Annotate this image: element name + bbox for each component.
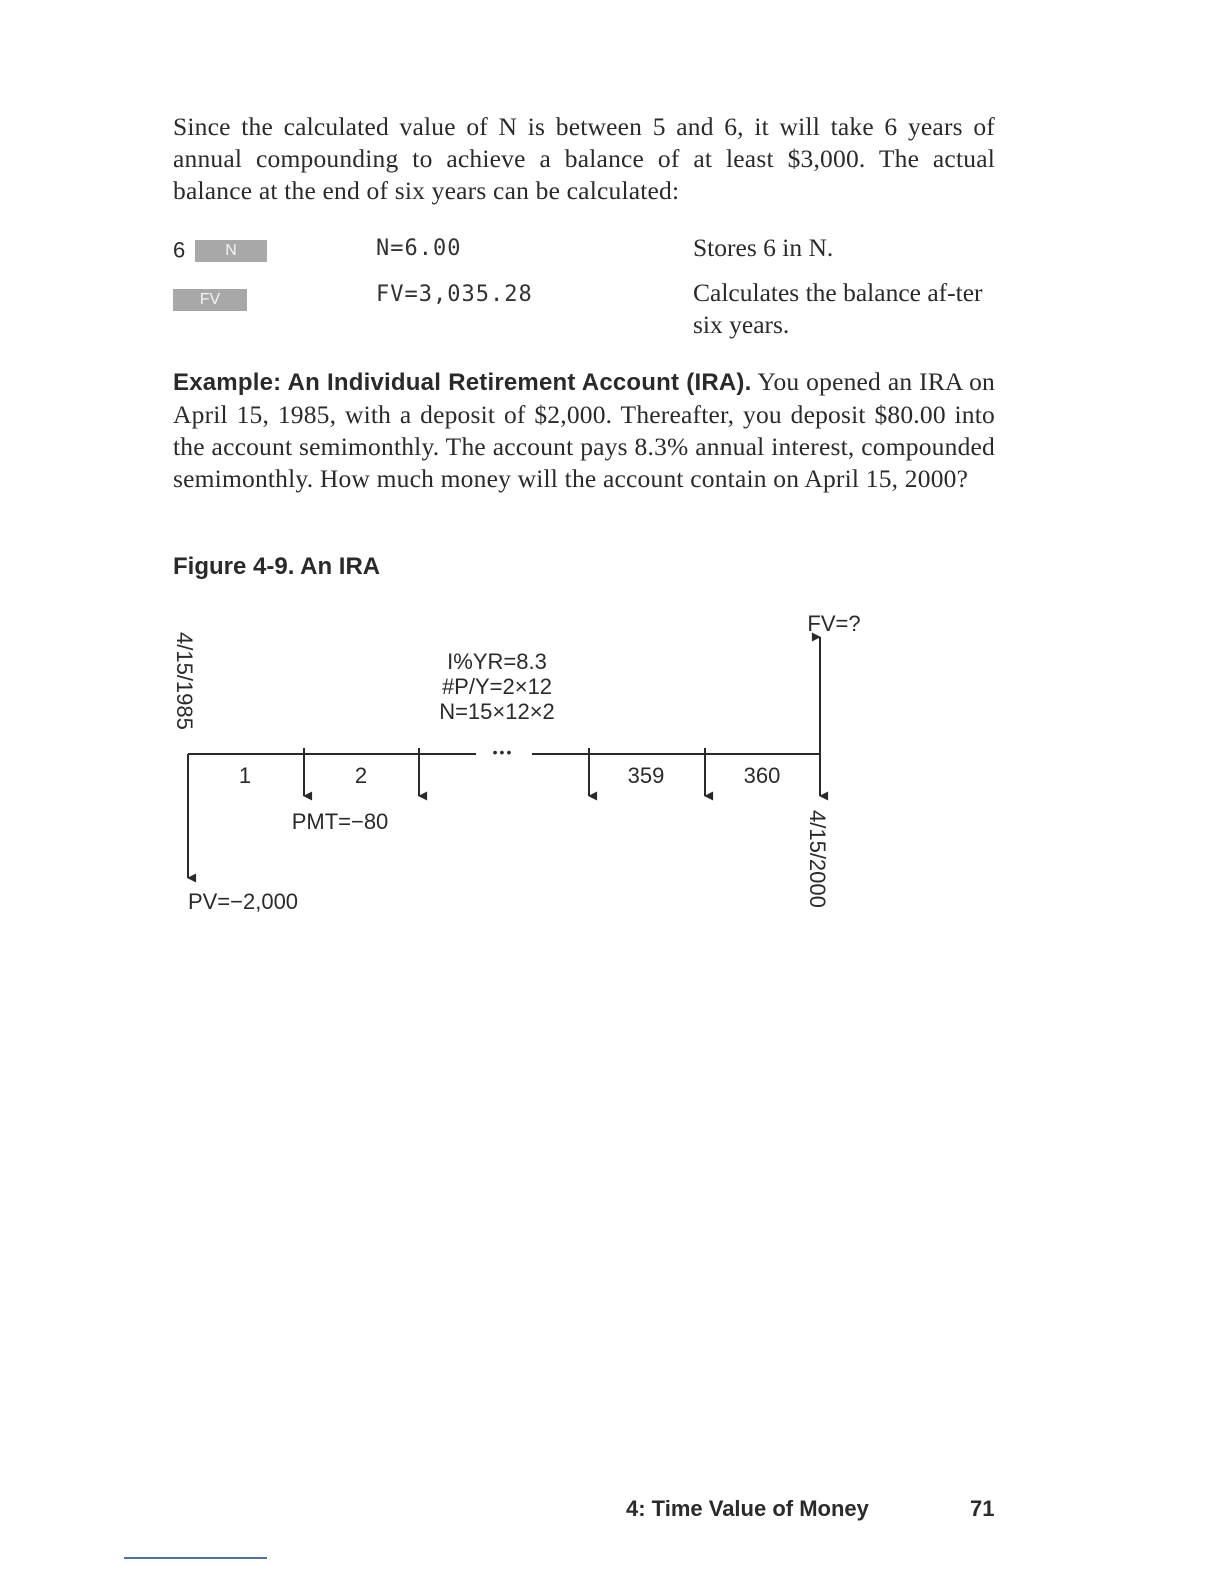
period-label-359: 359 (627, 763, 665, 788)
timeline-ellipsis: ••• (492, 744, 514, 760)
keystroke-description-2: Calculates the balance af-ter six years. (693, 278, 983, 339)
period-label-360: 360 (743, 763, 781, 788)
keystroke-description-1: Stores 6 in N. (693, 233, 834, 262)
param-periods-per-year: #P/Y=2×12 (441, 674, 553, 699)
intro-paragraph: Since the calculated value of N is between 5 and 6, it will take 6 years of annual compounding to achieve a balance of at least $3,000. The actual balance at the end of six years can be calculated: (173, 112, 995, 205)
calculator-display-1: N=6.00 (376, 236, 462, 261)
period-label-1: 1 (238, 763, 252, 788)
footer-section-title: 4: Time Value of Money (626, 1496, 869, 1521)
pmt-label: PMT=−80 (291, 809, 389, 834)
page-number: 71 (970, 1496, 995, 1521)
param-n: N=15×12×2 (439, 699, 555, 724)
figure-title: Figure 4-9. An IRA (173, 553, 381, 580)
fv-label: FV=? (807, 611, 861, 636)
start-date-label: 4/15/1985 (172, 632, 197, 730)
footer-rule (124, 1557, 267, 1559)
calculator-display-2: FV=3,035.28 (376, 282, 533, 307)
example-lead: Example: An Individual Retirement Account (IRA). (173, 369, 752, 396)
period-label-2: 2 (354, 763, 368, 788)
end-date-label: 4/15/2000 (805, 810, 830, 908)
pv-label: PV=−2,000 (187, 889, 299, 914)
n-key: N (195, 240, 267, 262)
example-body: You opened an IRA on April 15, 1985, with a deposit of $2,000. Thereafter, you deposit $80.00 into the account semimonthly. The account pays 8.3% annual interest, compounded semimonthly. How much money will the account contain on April 15, 2000? (173, 367, 995, 493)
param-interest: I%YR=8.3 (447, 649, 547, 674)
fv-key: FV (173, 289, 247, 311)
keystroke-prefix: 6 (173, 237, 186, 263)
